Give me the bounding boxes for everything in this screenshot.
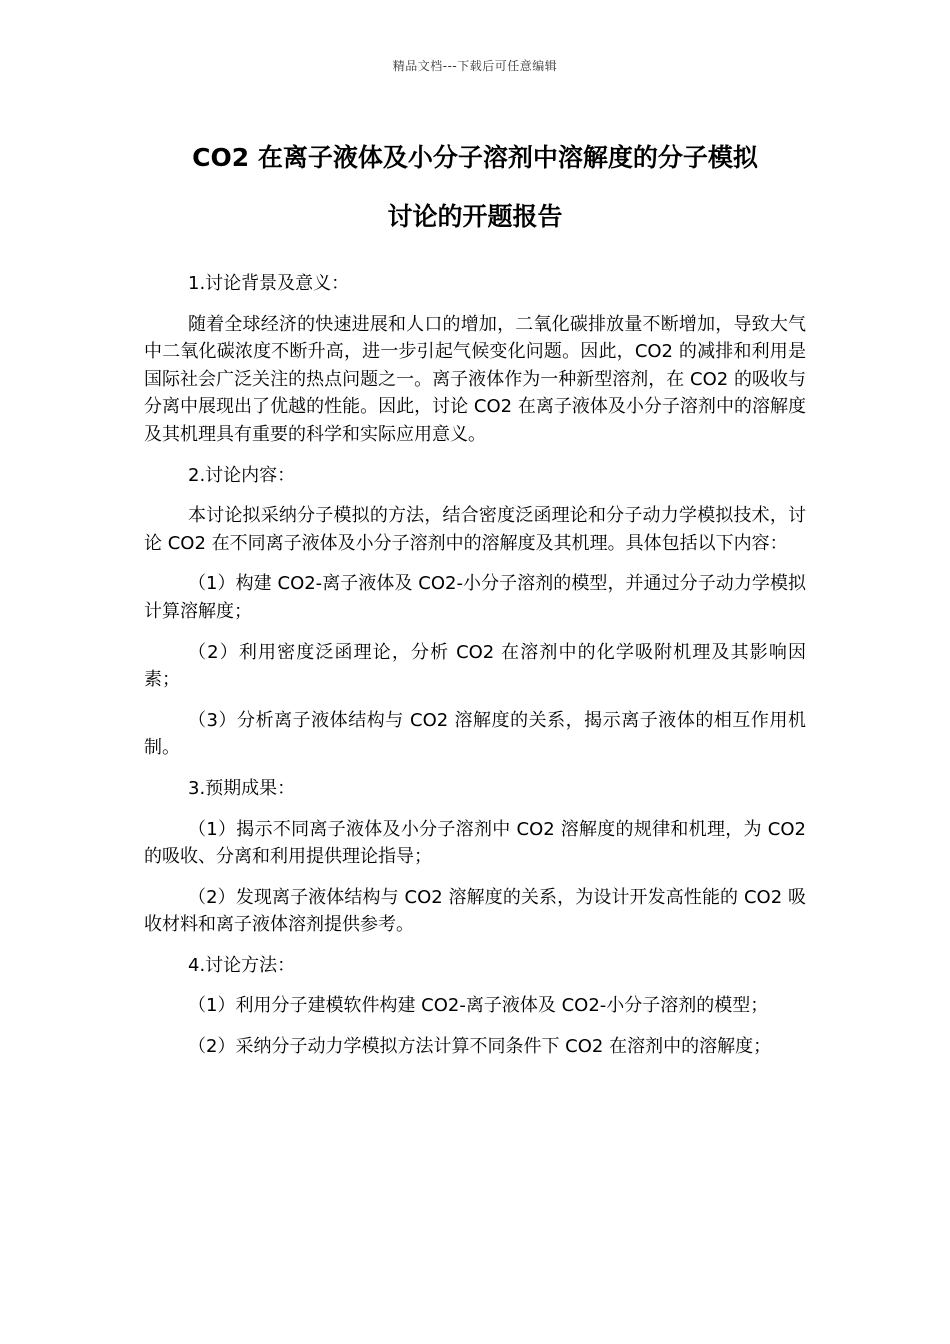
results-item: （1）揭示不同离子液体及小分子溶剂中 CO2 溶解度的规律和机理，为 CO2 的吸收、分离和利用提供理论指导； — [144, 818, 806, 868]
section-heading-background: 1.讨论背景及意义： — [188, 273, 350, 294]
methods-item: （2）采纳分子动力学模拟方法计算不同条件下 CO2 在溶剂中的溶解度； — [188, 1036, 772, 1058]
content-paragraph: 本讨论拟采纳分子模拟的方法，结合密度泛函理论和分子动力学模拟技术，讨论 CO2 在不同离子液体及小分子溶剂中的溶解度及其机理。具体包括以下内容： — [144, 505, 806, 554]
section-heading-results: 3.预期成果： — [188, 777, 296, 799]
results-item: （2）发现离子液体结构与 CO2 溶解度的关系，为设计开发高性能的 CO2 吸收材料和离子液体溶剂提供参考。 — [144, 886, 806, 936]
content-item: （1）构建 CO2-离子液体及 CO2-小分子溶剂的模型，并通过分子动力学模拟计算溶解度； — [144, 573, 806, 622]
document-title-line-1: CO2 在离子液体及小分子溶剂中溶解度的分子模拟 — [192, 143, 758, 172]
content-item: （2）利用密度泛函理论，分析 CO2 在溶剂中的化学吸附机理及其影响因素； — [144, 641, 806, 691]
section-heading-methods: 4.讨论方法： — [188, 954, 296, 976]
background-paragraph: 随着全球经济的快速进展和人口的增加，二氧化碳排放量不断增加，导致大气中二氧化碳浓度不断升高，进一步引起气候变化问题。因此，CO2 的减排和利用是国际社会广泛关注的热点问题之一。离子液体作为一种新型溶剂，在 CO2 的吸收与分离中展现出了优越的性能。因此，讨论 CO2 在离子液体及小分子溶剂中的溶解度及其机理具有重要的科学和实际应用意义。 — [144, 313, 806, 445]
content-item: （3）分析离子液体结构与 CO2 溶解度的关系，揭示离子液体的相互作用机制。 — [144, 709, 806, 759]
document-body — [144, 270, 806, 1074]
header-note: 精品文档---下载后可任意编辑 — [392, 59, 558, 73]
section-heading-content: 2.讨论内容： — [188, 464, 296, 486]
document-title-line-2: 讨论的开题报告 — [387, 202, 563, 231]
methods-item: （1）利用分子建模软件构建 CO2-离子液体及 CO2-小分子溶剂的模型； — [188, 995, 769, 1017]
